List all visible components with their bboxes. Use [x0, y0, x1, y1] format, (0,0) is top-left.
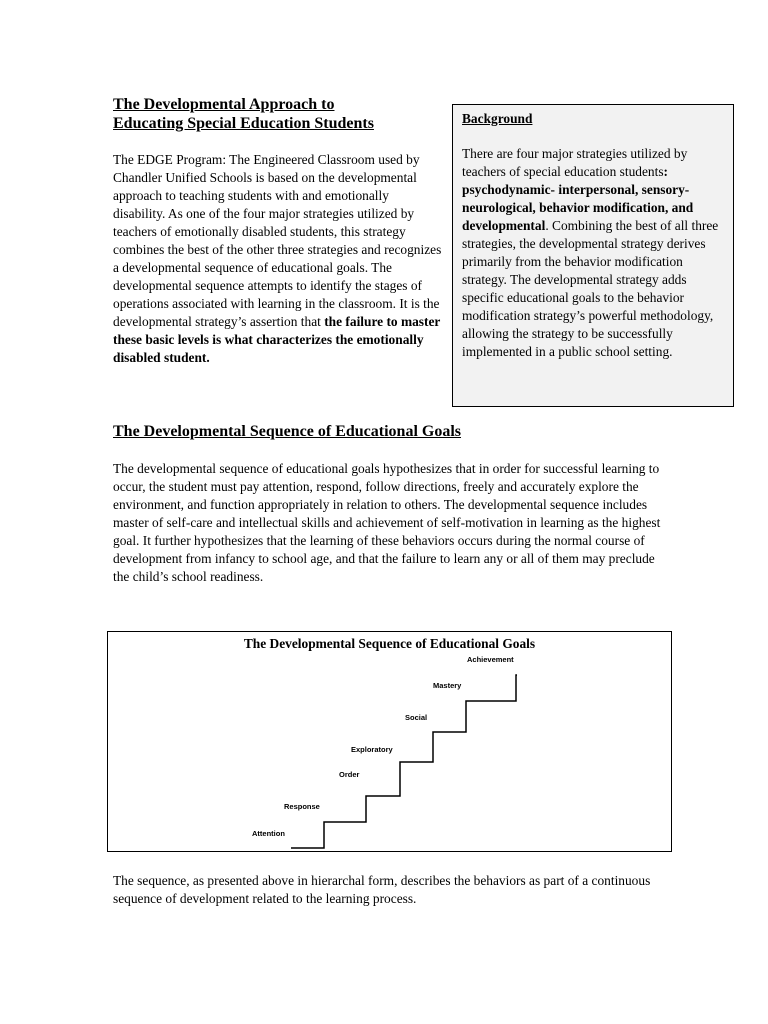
intro-heading-line1: The Developmental Approach to: [113, 96, 335, 113]
figure-title: The Developmental Sequence of Educational Goals: [243, 636, 536, 651]
background-sidebar: [452, 104, 734, 407]
step-label-achievement: Achievement: [467, 655, 514, 664]
step-label-social: Social: [405, 713, 428, 722]
step-labels: [252, 655, 514, 838]
intro-paragraph-text: The EDGE Program: The Engineered Classroom used by Chandler Unified Schools is based on the developmental approach to teaching students with and emotionally disability. As one of the four major strategies utilized by teachers of emotionally disabled students, this strategy combines the best of the other three strategies and recognizes a developmental sequence of educational goals. The developmental sequence attempts to identify the stages of operations associated with learning in the classroom. It is the developmental strategy’s assertion that: [113, 152, 442, 329]
step-label-attention: Attention: [252, 829, 285, 838]
background-text-bold: : psychodynamic- interpersonal, sensory-neurological, behavior modification, and developmental: [462, 164, 694, 233]
closing-paragraph: The sequence, as presented above in hierarchal form, describes the behaviors as part of a continuous sequence of development related to the learning process.: [113, 873, 651, 906]
staircase-diagram: [108, 632, 671, 851]
background-paragraph: [462, 145, 725, 361]
background-text-start: There are four major strategies utilized by teachers of special education students: [462, 146, 688, 179]
intro-paragraph-bold: the failure to master these basic levels is what characterizes the emotionally disabled student.: [113, 314, 441, 365]
step-label-mastery: Mastery: [433, 681, 462, 690]
step-label-order: Order: [339, 770, 360, 779]
background-text-end: . Combining the best of all three strategies, the developmental strategy derives primarily from the behavior modification strategy. The developmental strategy adds specific educational goals to the behavior modification strategy’s powerful methodology, allowing the strategy to be successfully implemented in a public school setting.: [462, 218, 719, 359]
intro-paragraph: [113, 151, 443, 367]
step-label-response: Response: [284, 802, 320, 811]
staircase-figure: [107, 631, 672, 852]
intro-heading: [113, 95, 443, 133]
background-title: Background: [462, 111, 533, 126]
sequence-heading: The Developmental Sequence of Educational Goals: [113, 423, 462, 440]
intro-heading-line2: Educating Special Education Students: [113, 115, 374, 132]
staircase-line: [291, 675, 517, 848]
step-label-exploratory: Exploratory: [351, 745, 393, 754]
sequence-paragraph: The developmental sequence of educational goals hypothesizes that in order for successful learning to occur, the student must pay attention, respond, follow directions, freely and accurately explore the environment, and function appropriately in relation to others. The developmental sequence includes master of self-care and intellectual skills and achievement of self-motivation in learning as the highest goal. It further hypothesizes that the learning of these behaviors occurs during the normal course of development from infancy to school age, and that the failure to learn any or all of them may preclude the child’s school readiness.: [113, 461, 661, 584]
